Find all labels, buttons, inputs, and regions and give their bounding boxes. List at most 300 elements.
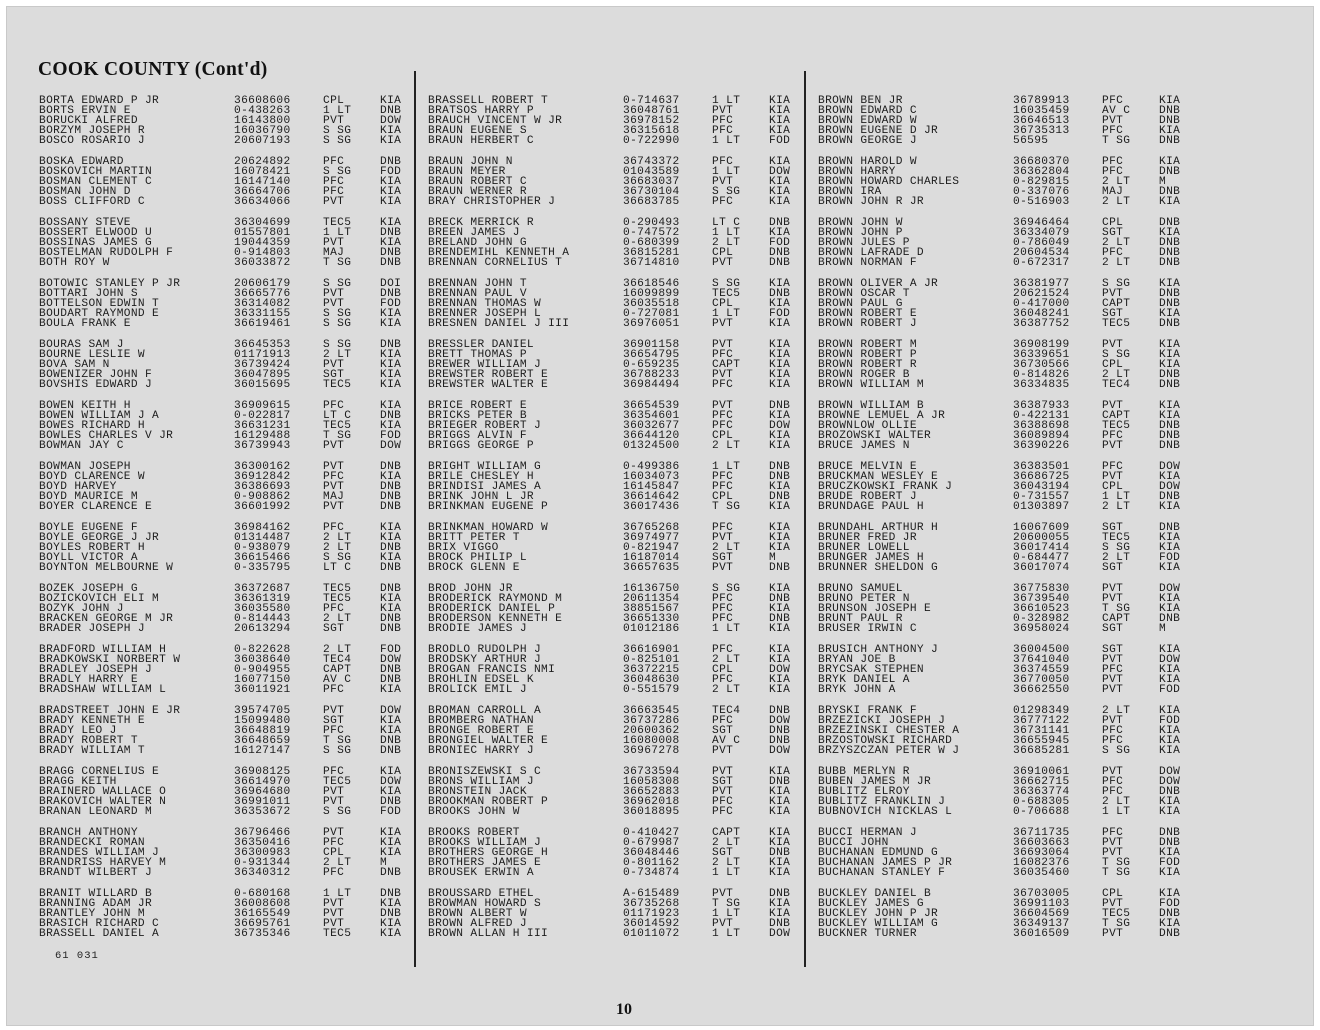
entry-rank: PFC	[712, 196, 734, 209]
entry-name: BOSSANY STEVE	[39, 216, 131, 229]
name-group	[428, 889, 811, 939]
entry-status: KIA	[380, 348, 402, 361]
name-group	[428, 462, 811, 512]
entry-name: BROWN IRA	[818, 186, 882, 199]
entry-serial: 0-335795	[234, 562, 291, 575]
entry-status: KIA	[769, 186, 791, 199]
entry-status: KIA	[769, 674, 791, 686]
entry-name: BOWENIZER JOHN F	[39, 369, 153, 382]
roster-entry	[428, 563, 811, 573]
entry-serial: 36662550	[1013, 684, 1070, 697]
entry-status: KIA	[380, 684, 402, 697]
roster-entry	[428, 929, 811, 939]
entry-name: BROWMAN HOWARD S	[428, 897, 542, 910]
entry-name: BRADFORD WILLIAM H	[39, 643, 167, 656]
entry-status: DNB	[380, 663, 402, 676]
entry-serial: 36663545	[623, 704, 680, 717]
entry-serial: 36788233	[623, 369, 680, 382]
entry-rank: PVT	[1102, 592, 1124, 605]
entry-status: KIA	[769, 298, 791, 311]
entry-serial: 36703005	[1013, 887, 1070, 900]
entry-status: DNB	[1159, 318, 1181, 331]
entry-name: BRICKS PETER B	[428, 409, 527, 422]
entry-status: KIA	[1159, 501, 1181, 514]
entry-status: DOW	[769, 663, 791, 676]
entry-rank: PVT	[712, 765, 734, 778]
entry-serial: 36048446	[623, 846, 680, 859]
entry-name: BROOKS JOHN W	[428, 806, 520, 819]
entry-status: DNB	[769, 257, 791, 270]
entry-serial: 0-734874	[623, 867, 680, 879]
entry-status: DNB	[380, 247, 402, 260]
entry-serial: 36387933	[1013, 399, 1070, 412]
entry-name: BRENNAN THOMAS W	[428, 298, 542, 311]
entry-name: BRAUN JOHN N	[428, 155, 513, 168]
entry-rank: CPL	[1102, 481, 1124, 493]
name-group	[818, 767, 1201, 817]
entry-name: BRANDT WILBERT J	[39, 867, 153, 879]
entry-serial: 36004500	[1013, 643, 1070, 656]
entry-serial: 16127147	[234, 745, 291, 758]
entry-name: BRAUCH VINCENT W JR	[428, 115, 563, 128]
entry-rank: 1 LT	[712, 927, 741, 940]
entry-serial: 0-821947	[623, 541, 680, 554]
entry-status: KIA	[1159, 745, 1181, 758]
entry-serial: 20607193	[234, 135, 291, 148]
entry-status: KIA	[769, 338, 791, 351]
entry-name: BRONGE ROBERT E	[428, 724, 534, 737]
entry-status: DNB	[1159, 826, 1181, 839]
name-group	[39, 889, 422, 939]
entry-rank: SGT	[712, 775, 734, 788]
entry-name: BRUNER LOWELL	[818, 541, 910, 554]
entry-name: BOURNE LESLIE W	[39, 348, 145, 361]
entry-name: BUBNOVICH NICKLAS L	[818, 806, 953, 819]
entry-name: BRANTLEY JOHN M	[39, 907, 145, 920]
entry-name: BROWN HAROLD W	[818, 155, 917, 168]
roster-entry	[39, 258, 422, 268]
entry-serial: 36043194	[1013, 481, 1070, 493]
entry-status: DNB	[769, 247, 791, 260]
entry-serial: 0-904955	[234, 663, 291, 676]
entry-rank: PVT	[1102, 440, 1124, 453]
entry-rank: CPL	[712, 298, 734, 311]
entry-rank: SGT	[712, 552, 734, 565]
entry-serial: 15099480	[234, 714, 291, 727]
entry-serial: 0-714637	[623, 95, 680, 107]
entry-rank: PFC	[323, 765, 345, 778]
entry-name: BROHLIN EDSEL K	[428, 674, 534, 686]
entry-name: BUBLITZ ELROY	[818, 785, 910, 798]
entry-name: BRYAN JOE B	[818, 653, 896, 666]
entry-serial: 0-727081	[623, 308, 680, 321]
entry-serial: 36991103	[1013, 897, 1070, 910]
entry-serial: 36908125	[234, 765, 291, 778]
entry-status: DNB	[380, 257, 402, 270]
entry-status: DNB	[1159, 216, 1181, 229]
roster-entry	[818, 502, 1201, 512]
entry-name: BRATSOS HARRY P	[428, 105, 534, 118]
entry-status: KIA	[380, 897, 402, 910]
entry-status: DNB	[1159, 257, 1181, 270]
entry-status: DOW	[1159, 460, 1181, 473]
entry-rank: MAJ	[323, 247, 345, 260]
entry-name: BRIGHT WILLIAM G	[428, 460, 542, 473]
entry-status: FOD	[380, 166, 402, 179]
entry-status: DNB	[380, 288, 402, 300]
entry-serial: 39574705	[234, 704, 291, 717]
entry-rank: S SG	[323, 308, 352, 321]
entry-status: KIA	[380, 318, 402, 331]
entry-rank: TEC5	[1102, 907, 1131, 920]
entry-serial: 36634066	[234, 196, 291, 209]
entry-name: BOZEK JOSEPH G	[39, 582, 138, 595]
entry-status: DNB	[1159, 430, 1181, 443]
entry-name: BRYSKI FRANK F	[818, 704, 917, 717]
entry-status: KIA	[380, 186, 402, 199]
entry-name: BRINK JOHN L JR	[428, 491, 534, 504]
entry-rank: 1 LT	[712, 135, 741, 148]
entry-name: BROWN JOHN P	[818, 227, 903, 240]
entry-rank: PVT	[1102, 684, 1124, 697]
entry-serial: 0-417000	[1013, 298, 1070, 311]
entry-serial: 36374559	[1013, 663, 1070, 676]
entry-rank: PVT	[712, 318, 734, 331]
entry-status: DNB	[1159, 420, 1181, 433]
entry-serial: 36901158	[623, 338, 680, 351]
entry-status: KIA	[1159, 348, 1181, 361]
entry-rank: S SG	[323, 338, 352, 351]
roster-entry	[428, 441, 811, 451]
entry-name: BRONGIEL WALTER E	[428, 734, 549, 747]
entry-name: BOYNTON MELBOURNE W	[39, 562, 174, 575]
roster-entry	[818, 441, 1201, 451]
name-group	[818, 157, 1201, 207]
entry-name: BRANDES WILLIAM J	[39, 846, 160, 859]
entry-rank: 1 LT	[323, 227, 352, 240]
entry-status: DNB	[380, 887, 402, 900]
entry-status: KIA	[769, 501, 791, 514]
entry-rank: 2 LT	[712, 856, 741, 869]
entry-status: KIA	[1159, 531, 1181, 544]
entry-rank: PFC	[712, 409, 734, 422]
entry-status: DNB	[380, 582, 402, 595]
entry-name: BRODERICK DANIEL P	[428, 602, 556, 615]
entry-status: KIA	[380, 369, 402, 382]
entry-name: BROWN OLIVER A JR	[818, 277, 939, 290]
entry-rank: 2 LT	[323, 613, 352, 626]
entry-name: BORTS ERVIN E	[39, 105, 131, 118]
entry-name: BRUNDAHL ARTHUR H	[818, 521, 939, 534]
entry-status: KIA	[769, 795, 791, 808]
entry-serial: 36386693	[234, 481, 291, 493]
entry-serial: 36958024	[1013, 623, 1070, 636]
entry-rank: 2 LT	[712, 237, 741, 250]
entry-status: DNB	[1159, 785, 1181, 798]
entry-rank: PVT	[323, 897, 345, 910]
roster-entry	[39, 807, 422, 817]
entry-serial: 19044359	[234, 237, 291, 250]
entry-rank: TEC5	[323, 582, 352, 595]
entry-rank: LT C	[323, 562, 352, 575]
entry-name: BROWN ROBERT M	[818, 338, 917, 351]
entry-status: DNB	[1159, 491, 1181, 504]
entry-status: KIA	[380, 399, 402, 412]
entry-status: DNB	[769, 460, 791, 473]
entry-name: BRESNEN DANIEL J III	[428, 318, 570, 331]
entry-rank: SGT	[1102, 227, 1124, 240]
entry-name: BOWES RICHARD H	[39, 420, 145, 433]
entry-serial: 20606179	[234, 277, 291, 290]
entry-name: BOZYK JOHN J	[39, 602, 124, 615]
roster-entry	[39, 197, 422, 207]
entry-rank: PFC	[1102, 95, 1124, 107]
entry-status: M	[380, 856, 388, 869]
name-group	[818, 523, 1201, 573]
entry-serial: 36016509	[1013, 927, 1070, 940]
entry-serial: 01557801	[234, 227, 291, 240]
entry-rank: 1 LT	[712, 907, 741, 920]
entry-name: BRUNSON JOSEPH E	[818, 602, 932, 615]
entry-rank: 2 LT	[1102, 176, 1131, 189]
entry-status: KIA	[1159, 562, 1181, 575]
name-group	[39, 462, 422, 512]
entry-name: BRADKOWSKI NORBERT W	[39, 653, 181, 666]
entry-serial: 36770050	[1013, 674, 1070, 686]
entry-serial: 36362804	[1013, 166, 1070, 179]
entry-name: BROTHERS JAMES E	[428, 856, 542, 869]
entry-name: BORTA EDWARD P JR	[39, 95, 160, 107]
entry-serial: 36654795	[623, 348, 680, 361]
entry-rank: PVT	[1102, 674, 1124, 686]
entry-name: BOSMAN JOHN D	[39, 186, 131, 199]
entry-rank: PVT	[323, 785, 345, 798]
entry-rank: PFC	[1102, 430, 1124, 443]
name-group	[39, 279, 422, 329]
entry-rank: MAJ	[323, 491, 345, 504]
entry-rank: CAPT	[323, 663, 352, 676]
entry-name: BROWN EDWARD W	[818, 115, 917, 128]
entry-serial: 36032677	[623, 420, 680, 433]
entry-serial: 0-786049	[1013, 237, 1070, 250]
entry-name: BRONISZEWSKI S C	[428, 765, 542, 778]
entry-serial: 16187014	[623, 552, 680, 565]
entry-serial: 16147140	[234, 176, 291, 189]
entry-status: FOD	[1159, 552, 1181, 565]
entry-rank: S SG	[323, 745, 352, 758]
entry-status: DNB	[1159, 186, 1181, 199]
entry-name: BRASICH RICHARD C	[39, 917, 160, 930]
entry-serial: 36654539	[623, 399, 680, 412]
entry-status: DNB	[380, 867, 402, 879]
entry-rank: 2 LT	[712, 653, 741, 666]
entry-serial: A-615489	[623, 887, 680, 900]
roster-entry	[39, 746, 422, 756]
name-group	[39, 584, 422, 634]
entry-serial: 0-908862	[234, 491, 291, 504]
entry-status: DNB	[380, 907, 402, 920]
entry-rank: 2 LT	[323, 643, 352, 656]
roster-entry	[428, 197, 811, 207]
entry-rank: S SG	[712, 582, 741, 595]
entry-status: DNB	[1159, 613, 1181, 626]
entry-status: DNB	[769, 288, 791, 300]
entry-serial: 36314082	[234, 298, 291, 311]
entry-serial: 36737286	[623, 714, 680, 727]
entry-name: BRADSHAW WILLIAM L	[39, 684, 167, 697]
entry-rank: PFC	[712, 115, 734, 128]
entry-status: KIA	[769, 318, 791, 331]
entry-name: BRACKEN GEORGE M JR	[39, 613, 174, 626]
entry-name: BROUSEK ERWIN A	[428, 867, 534, 879]
entry-serial: 36614642	[623, 491, 680, 504]
entry-serial: 38851567	[623, 602, 680, 615]
entry-name: BRAY CHRISTOPHER J	[428, 196, 556, 209]
entry-status: DNB	[1159, 135, 1181, 148]
entry-rank: CPL	[323, 846, 345, 859]
entry-rank: PFC	[323, 867, 345, 879]
entry-rank: PFC	[1102, 460, 1124, 473]
entry-name: BREWSTER WALTER E	[428, 379, 549, 392]
entry-status: FOD	[380, 806, 402, 819]
page-number: 10	[616, 1001, 632, 1018]
entry-rank: TEC5	[1102, 420, 1131, 433]
entry-name: BROOKMAN ROBERT P	[428, 795, 549, 808]
entry-serial: 36909615	[234, 399, 291, 412]
name-group	[818, 218, 1201, 268]
entry-rank: 1 LT	[712, 166, 741, 179]
entry-serial: 16099899	[623, 288, 680, 300]
entry-serial: 36048761	[623, 105, 680, 118]
entry-rank: PVT	[712, 399, 734, 412]
entry-rank: PFC	[712, 795, 734, 808]
entry-serial: 0-679987	[623, 836, 680, 849]
entry-serial: 16034073	[623, 470, 680, 483]
entry-rank: S SG	[323, 135, 352, 148]
entry-serial: 36976051	[623, 318, 680, 331]
entry-name: BOSCO ROSARIO J	[39, 135, 145, 148]
entry-serial: 36383501	[1013, 460, 1070, 473]
entry-status: KIA	[1159, 724, 1181, 737]
entry-rank: PVT	[1102, 897, 1124, 910]
entry-status: KIA	[769, 521, 791, 534]
entry-status: KIA	[769, 531, 791, 544]
entry-rank: S SG	[1102, 745, 1131, 758]
entry-name: BRICE ROBERT E	[428, 399, 527, 412]
entry-name: BOYLL VICTOR A	[39, 552, 138, 565]
entry-status: KIA	[769, 115, 791, 128]
entry-status: DNB	[769, 216, 791, 229]
entry-status: DNB	[380, 338, 402, 351]
entry-status: DOW	[769, 714, 791, 727]
entry-name: BOVA SAM N	[39, 359, 110, 372]
entry-name: BRINKMAN EUGENE P	[428, 501, 549, 514]
entry-status: KIA	[769, 826, 791, 839]
entry-status: DNB	[769, 470, 791, 483]
entry-rank: PVT	[1102, 927, 1124, 940]
entry-name: BROOKS WILLIAM J	[428, 836, 542, 849]
entry-rank: PVT	[323, 359, 345, 372]
entry-status: DNB	[1159, 298, 1181, 311]
entry-serial: 36739943	[234, 440, 291, 453]
entry-status: DNB	[380, 541, 402, 554]
entry-serial: 0-290493	[623, 216, 680, 229]
entry-serial: 36388698	[1013, 420, 1070, 433]
entry-rank: 1 LT	[712, 623, 741, 636]
entry-rank: S SG	[1102, 541, 1131, 554]
entry-name: BUCKLEY WILLIAM G	[818, 917, 939, 930]
entry-status: DNB	[1159, 105, 1181, 118]
entry-name: BRILE CHESLEY H	[428, 470, 534, 483]
name-group	[428, 767, 811, 817]
entry-rank: PFC	[323, 724, 345, 737]
entry-status: FOD	[1159, 897, 1181, 910]
entry-name: BRYCSAK STEPHEN	[818, 663, 924, 676]
entry-name: BUCCI JOHN	[818, 836, 889, 849]
entry-rank: PVT	[1102, 338, 1124, 351]
entry-rank: PFC	[1102, 724, 1124, 737]
entry-name: BROWN EUGENE D JR	[818, 125, 939, 138]
entry-rank: PVT	[1102, 399, 1124, 412]
entry-status: KIA	[769, 359, 791, 372]
entry-name: BREWSTER ROBERT E	[428, 369, 549, 382]
entry-name: BOTH ROY W	[39, 257, 110, 270]
entry-rank: PFC	[712, 714, 734, 727]
name-group	[818, 584, 1201, 634]
entry-serial: 36331155	[234, 308, 291, 321]
entry-status: DOW	[380, 115, 402, 128]
name-group	[428, 279, 811, 329]
entry-status: DOW	[380, 440, 402, 453]
entry-rank: 1 LT	[1102, 491, 1131, 504]
entry-rank: T SG	[1102, 917, 1131, 930]
entry-status: DNB	[769, 724, 791, 737]
entry-status: DOW	[1159, 775, 1181, 788]
entry-rank: PVT	[323, 440, 345, 453]
entry-rank: PVT	[712, 531, 734, 544]
entry-serial: 36730566	[1013, 359, 1070, 372]
entry-serial: 36908199	[1013, 338, 1070, 351]
entry-status: KIA	[1159, 734, 1181, 747]
roster-entry	[818, 685, 1201, 695]
entry-serial: 36648659	[234, 734, 291, 747]
entry-name: BRONIEC HARRY J	[428, 745, 534, 758]
entry-rank: TEC4	[1102, 379, 1131, 392]
entry-status: DNB	[1159, 115, 1181, 128]
entry-name: BRIGGS ALVIN F	[428, 430, 527, 443]
entry-status: KIA	[1159, 541, 1181, 554]
entry-status: DNB	[769, 613, 791, 626]
roster-entry	[39, 441, 422, 451]
entry-status: DNB	[380, 562, 402, 575]
entry-name: BRUCZKOWSKI FRANK J	[818, 481, 953, 493]
entry-rank: TEC5	[323, 927, 352, 940]
entry-rank: 2 LT	[1102, 196, 1131, 209]
entry-status: KIA	[1159, 95, 1181, 107]
entry-serial: 36354601	[623, 409, 680, 422]
entry-rank: PFC	[712, 420, 734, 433]
entry-serial: 36984494	[623, 379, 680, 392]
entry-status: DNB	[1159, 907, 1181, 920]
entry-status: KIA	[380, 785, 402, 798]
entry-name: BRAUN MEYER	[428, 166, 506, 179]
entry-name: BROZOWSKI WALTER	[818, 430, 932, 443]
name-group	[428, 523, 811, 573]
entry-rank: PVT	[323, 917, 345, 930]
entry-serial: 01324500	[623, 440, 680, 453]
entry-status: DNB	[380, 734, 402, 747]
entry-rank: PFC	[712, 481, 734, 493]
